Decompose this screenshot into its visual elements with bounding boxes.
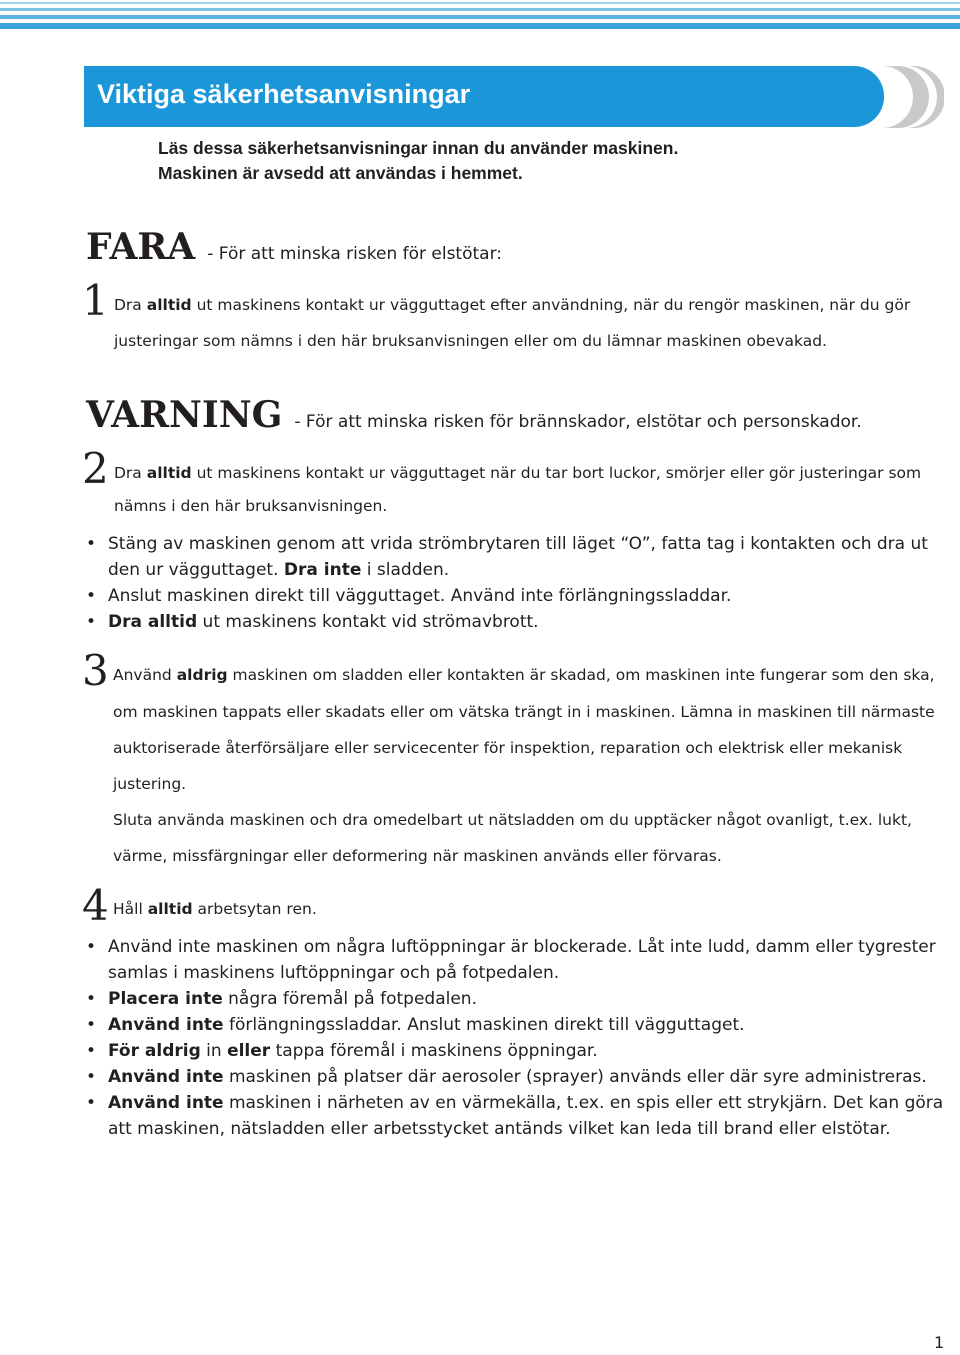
item-1-line: Dra alltid ut maskinens kontakt ur vägguttaget efter användning, när du rengör maskinen, när du gör bbox=[114, 296, 911, 314]
chevron-right-icon bbox=[880, 64, 944, 130]
bullet-icon: • bbox=[86, 612, 97, 632]
list-item: • För aldrig in eller tappa föremål i maskinens öppningar. bbox=[84, 1038, 944, 1064]
bullet-icon: • bbox=[86, 1041, 97, 1061]
intro-line: Maskinen är avsedd att användas i hemmet. bbox=[158, 163, 523, 183]
list-item: • Placera inte några föremål på fotpedalen. bbox=[84, 986, 944, 1012]
bullet-icon: • bbox=[86, 1067, 97, 1087]
item-3-line: värme, missfärgningar eller deformering när maskinen används eller förvaras. bbox=[113, 847, 722, 865]
list-item: • Använd inte maskinen om några luftöppningar är blockerade. Låt inte ludd, damm eller tygrester samlas i maskinens luftöppningar och på fotpedalen. bbox=[84, 934, 944, 986]
varning-heading bbox=[86, 394, 862, 436]
bullet-icon: • bbox=[86, 1015, 97, 1035]
bullet-icon: • bbox=[86, 937, 97, 957]
bullet-icon: • bbox=[86, 534, 97, 554]
item-1-line: justeringar som nämns i den här bruksanvisningen eller om du lämnar maskinen obevakad. bbox=[114, 332, 827, 350]
list-item: • Dra alltid ut maskinens kontakt vid strömavbrott. bbox=[84, 609, 944, 635]
bullet-icon: • bbox=[86, 586, 97, 606]
bullet-icon: • bbox=[86, 1093, 97, 1113]
item-3-line: Använd aldrig maskinen om sladden eller kontakten är skadad, om maskinen inte fungerar som den ska, bbox=[113, 666, 935, 684]
varning-word: VARNING bbox=[86, 394, 283, 436]
item-3-line: om maskinen tappats eller skadats eller om vätska trängt in i maskinen. Lämna in maskinen till närmaste bbox=[113, 703, 935, 721]
list-item: • Använd inte maskinen i närheten av en värmekälla, t.ex. en spis eller ett strykjärn. Det kan göra att maskinen, nätsladden eller arbetsstycket antänds vilket kan leda till brand eller elstötar. bbox=[84, 1090, 944, 1142]
section-title-bar bbox=[84, 66, 884, 127]
item-3-line: Sluta använda maskinen och dra omedelbart ut nätsladden om du upptäcker något ovanligt, t.ex. lukt, bbox=[113, 811, 912, 829]
varning-subtitle: - För att minska risken för brännskador, elstötar och personskador. bbox=[294, 412, 862, 432]
bullet-list bbox=[84, 531, 944, 635]
intro-text bbox=[158, 136, 678, 186]
page-number: 1 bbox=[934, 1333, 945, 1352]
item-2-line: nämns i den här bruksanvisningen. bbox=[114, 497, 388, 515]
section-title: Viktiga säkerhetsanvisningar bbox=[97, 79, 471, 109]
header-stripes bbox=[0, 0, 960, 36]
item-number: 3 bbox=[82, 646, 109, 695]
list-item: • Stäng av maskinen genom att vrida strömbrytaren till läget “O”, fatta tag i kontakten och dra ut den ur vägguttaget. Dra inte i sladden. bbox=[84, 531, 944, 583]
item-number: 1 bbox=[82, 276, 109, 325]
item-number: 2 bbox=[82, 444, 109, 493]
item-2-line: Dra alltid ut maskinens kontakt ur vägguttaget när du tar bort luckor, smörjer eller gör justeringar som bbox=[114, 464, 922, 482]
fara-word: FARA bbox=[86, 226, 196, 268]
fara-subtitle: - För att minska risken för elstötar: bbox=[207, 244, 503, 264]
item-4-line: Håll alltid arbetsytan ren. bbox=[113, 900, 317, 918]
intro-line: Läs dessa säkerhetsanvisningar innan du använder maskinen. bbox=[158, 138, 679, 158]
list-item: • Använd inte förlängningssladdar. Anslut maskinen direkt till vägguttaget. bbox=[84, 1012, 944, 1038]
item-number: 4 bbox=[82, 881, 109, 930]
fara-heading bbox=[86, 226, 502, 268]
item-3-line: justering. bbox=[113, 775, 187, 793]
item-3-line: auktoriserade återförsäljare eller servicecenter för inspektion, reparation och elektrisk eller mekanisk bbox=[113, 739, 903, 757]
bullet-icon: • bbox=[86, 989, 97, 1009]
bullet-list bbox=[84, 934, 944, 1142]
list-item: • Använd inte maskinen på platser där aerosoler (sprayer) används eller där syre administreras. bbox=[84, 1064, 944, 1090]
list-item: • Anslut maskinen direkt till vägguttaget. Använd inte förlängningssladdar. bbox=[84, 583, 944, 609]
